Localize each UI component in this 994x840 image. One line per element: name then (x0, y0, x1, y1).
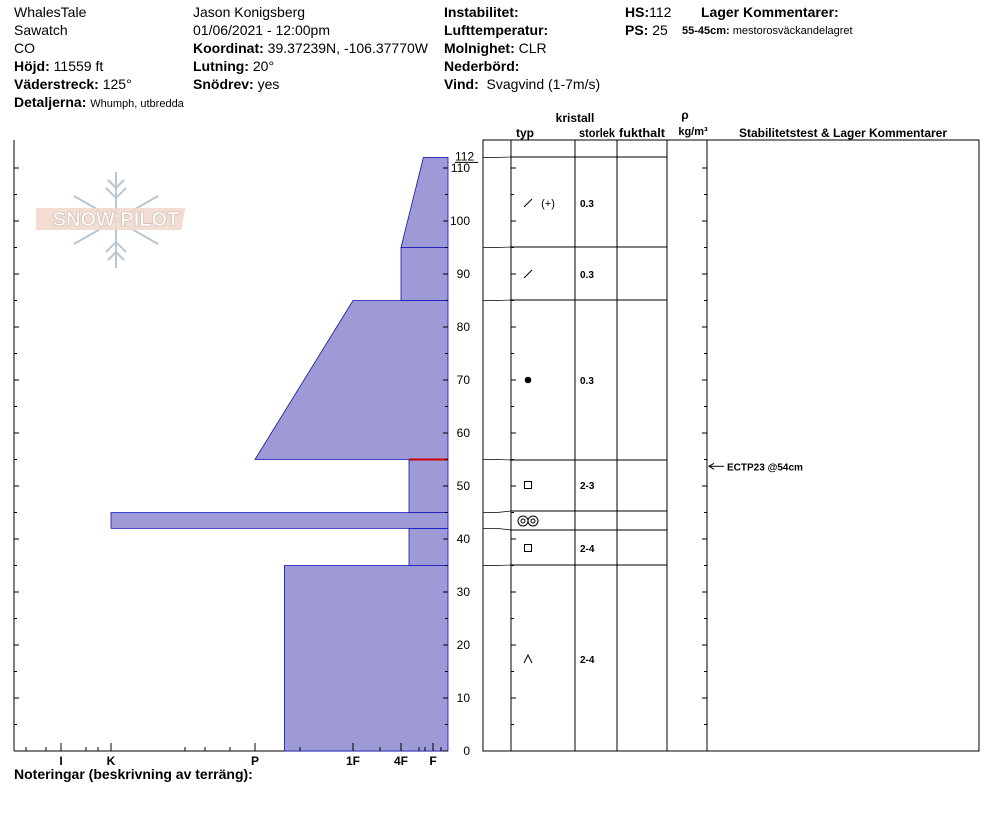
location-name: WhalesTale (14, 4, 87, 20)
height-label: 50 (456, 479, 470, 493)
aspect-label: Väderstreck: (14, 76, 99, 92)
layer-connector (483, 565, 511, 566)
layer-connector (483, 528, 511, 530)
hardness-label: P (250, 754, 260, 768)
elevation-value: 11559 ft (53, 58, 104, 74)
hs-label: HS: (625, 4, 650, 20)
height-label: 20 (456, 638, 470, 652)
hardness-label: K (106, 754, 116, 768)
hardness-bar-3 (409, 460, 448, 513)
details-label: Detaljerna: (14, 94, 87, 110)
wind-value: Svagvind (1-7m/s) (486, 76, 601, 92)
hardness-label: I (59, 754, 63, 768)
layer-connector (483, 247, 511, 248)
hardness-bars (111, 157, 448, 751)
hardness-bar-4 (255, 301, 448, 460)
hardness-bar-2 (111, 513, 448, 529)
layer-table-frame (483, 140, 979, 751)
ps-value: 25 (652, 22, 668, 38)
height-label: 70 (456, 373, 470, 387)
drift-label: Snödrev: (193, 76, 254, 92)
decomposing-icon (524, 199, 532, 207)
layer-comment-text: mestorosväckandelagret (732, 25, 853, 37)
airtemp-label: Lufttemperatur: (444, 22, 549, 38)
hardness-bar-1 (409, 528, 448, 565)
instability-label: Instabilitet: (444, 4, 519, 20)
hs-top-label: 112 (455, 149, 475, 164)
range-name: Sawatch (14, 22, 68, 38)
height-axis-labels (450, 149, 478, 758)
height-label: 100 (449, 214, 470, 228)
precip-label: Nederbörd: (444, 58, 520, 74)
decomposing-icon (524, 270, 532, 278)
height-label: 80 (456, 320, 470, 334)
layer-connector (483, 300, 511, 301)
aspect-value: 125° (102, 76, 132, 92)
logo-text: SNOW PILOT (52, 209, 180, 231)
facet-icon (525, 482, 532, 489)
moisture-header: fukthalt (619, 126, 665, 140)
grain-size: 2-4 (580, 544, 595, 555)
stability-tests (709, 462, 803, 473)
layer-comment-range: 55-45cm: (682, 25, 730, 37)
rho-header: ρ (681, 108, 689, 122)
height-label: 60 (456, 426, 470, 440)
melt-form-icon (531, 519, 535, 523)
stability-test-label: ECTP23 @54cm (727, 462, 803, 474)
drift-value: yes (257, 76, 280, 92)
grain-size: 0.3 (580, 376, 594, 387)
state-name: CO (14, 40, 35, 56)
elevation-label: Höjd: (14, 58, 50, 74)
rounded-grain-icon (525, 377, 532, 384)
layer-connector (483, 511, 511, 513)
grain-size: 0.3 (580, 199, 594, 210)
size-header: storlek (579, 126, 616, 140)
height-label: 10 (456, 691, 470, 705)
density-unit-header: kg/m³ (678, 126, 708, 138)
hardness-label: 4F (393, 754, 409, 768)
type-header: typ (516, 126, 534, 140)
observation-datetime: 01/06/2021 - 12:00pm (193, 22, 330, 38)
details-value: Whumph, utbredda (90, 98, 184, 110)
melt-form-icon (528, 516, 538, 526)
sky-value: CLR (518, 40, 547, 56)
height-label: 40 (456, 532, 470, 546)
grain-size: 2-4 (580, 655, 595, 666)
ps-label: PS: (625, 22, 649, 38)
stability-header: Stabilitetstest & Lager Kommentarer (738, 126, 948, 140)
height-label: 0 (463, 744, 470, 758)
height-label: 110 (450, 161, 470, 175)
facet-icon (525, 545, 532, 552)
layer-comments-label: Lager Kommentarer: (701, 4, 839, 20)
hardness-label: 1F (345, 754, 361, 768)
height-label: 90 (456, 267, 470, 281)
coordinate-label: Koordinat: (193, 40, 264, 56)
crystal-header: kristall (555, 111, 595, 125)
melt-form-icon (518, 516, 528, 526)
precip-particle-icon: (+) (541, 198, 555, 210)
hs-value: 112 (649, 4, 672, 20)
observer-name: Jason Konigsberg (193, 4, 306, 20)
grain-size: 2-3 (580, 481, 595, 492)
height-label: 30 (456, 585, 470, 599)
sky-label: Molnighet: (444, 40, 515, 56)
hardness-bar-0 (284, 566, 448, 752)
depth-hoar-icon (524, 655, 532, 663)
notes-label: Noteringar (beskrivning av terräng): (14, 766, 253, 782)
hardness-bar-5 (401, 248, 448, 301)
slope-label: Lutning: (193, 58, 249, 74)
slope-value: 20° (252, 58, 275, 74)
hardness-label: F (429, 754, 437, 768)
coordinate-value: 39.37239N, -106.37770W (267, 40, 428, 56)
wind-label: Vind: (444, 76, 479, 92)
layer-connector (483, 460, 511, 461)
hardness-bar-6 (401, 157, 448, 247)
melt-form-icon (521, 519, 525, 523)
grain-size: 0.3 (580, 270, 594, 281)
